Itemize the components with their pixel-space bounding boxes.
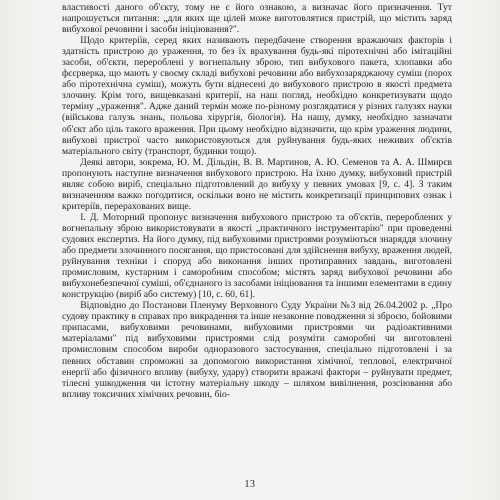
paragraph-4: І. Д. Моторний пропонує визначення вибухового пристрою та об'єктів, перероблених у вогнепальну зброю використовувати в якості „практичного інструментарію" при проведенні судових експертиз. На його думку, під вибуховими пристроями розуміються знаряддя злочину або предмети злочинного посягання, що пристосовані для здійснення вибуху, враження людей, руйнування техніки і споруд або виконання інших протиправних завдань, виготовлені промисловим, кустарним і саморобним способом; містять заряд вибухової речовини або вибухонебезпечної суміші, об'єднаного із засобами ініціювання та іншими елементами в єдину конструкцію (виріб або систему) [10, с. 60, 61]. xyxy=(62,211,452,301)
paragraph-2: Щодо критеріїв, серед яких називають передбачене створення вражаючих факторів і здатність пристрою до ураження, то без їх врахування будь-які піротехнічні або імітаційні засоби, об'єкти, перероблені у вогнепальну зброю, тип вибухового пакета, хлопавки або фєєрверка, що мають у своєму складі вибухові речовини або вибухозаряджаючу суміш (порох або піротехнічна суміш), можуть бути віднесені до вибухового пристрою в якості предмета злочину. Крім того, вищевказані критерії, на наш погляд, необхідно конкретизувати щодо терміну „ураження". Адже даний термін може по-різному розглядатися у різних галузях науки (військова галузь знань, польова хірургія, біологія). На нашу, думку, необхідно зазначати об'єкт або ціль такого враження. При цьому необхідно відзначити, що крім ураження людини, вибухові пристрої часто використовуються для руйнування будь-яких неживих об'єктів матеріального світу (транспорт, будинки тощо). xyxy=(62,35,452,157)
page-body xyxy=(62,2,452,400)
paragraph-5: Відповідно до Постанови Пленуму Верховного Суду України №3 від 26.04.2002 р. „Про судову практику в справах про викрадення та інше незаконне поводження зі зброєю, бойовими припасами, вибуховими речовинами, вибуховими пристроями чи радіоактивними матеріалами" під вибуховими пристроями слід розуміти саморобні чи виготовлені промисловим способом вироби одноразового застосування, спеціально підготовлені і за певних обставин спроможні за допомогою використання хімічної, теплової, електричної енергії або фізичного впливу (вибуху, удару) створити вражачі фактори – руйнувати предмет, тілесні ушкодження чи істотну матеріальну шкоду – шляхом вивілнення, розсіювання або впливу токсичних хімічних речовин, біо- xyxy=(62,300,452,400)
paragraph-1: властивості даного об'єкту, тому не є його ознакою, а визначає його призначення. Тут напрошується питання: „для яких ще цілей може виготовлятися пристрій, що містить заряд вибухової речовини і засоби ініціювання?". xyxy=(62,2,452,36)
page-number: 13 xyxy=(244,479,256,490)
paragraph-3: Деякі автори, зокрема, Ю. М. Дільдін, В. В. Мартинов, А. Ю. Семенов та А. А. Шмирєв пропонують наступне визначення вибухового пристрою. На їхню думку, вибуховий пристрій являє собою виріб, спеціально підготовлений до вибуху у певних умовах [9, с. 4]. З таким визначенням важко погодитися, оскільки воно не містить конкретизації принципових ознак і критеріїв, перерахованих вище. xyxy=(62,156,452,212)
